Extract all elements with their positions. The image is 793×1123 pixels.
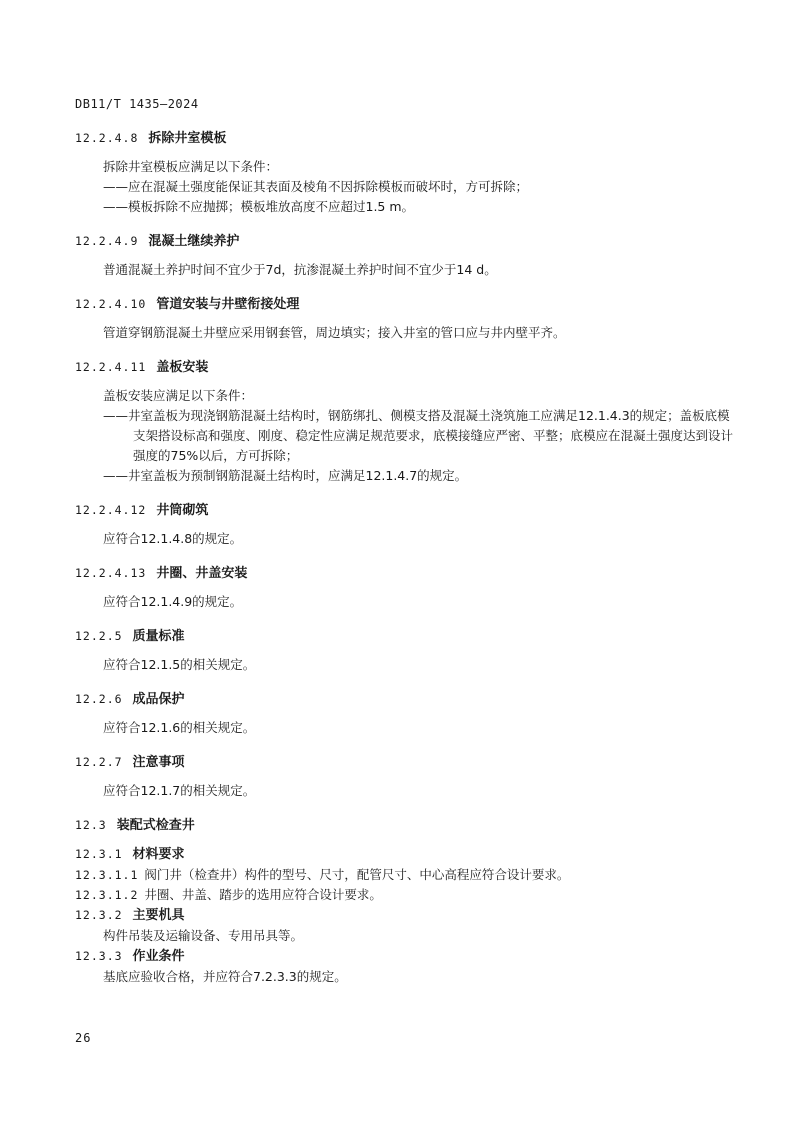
section-heading	[75, 815, 735, 836]
section-heading	[75, 231, 735, 252]
section-number: 12.2.4.10	[75, 297, 147, 311]
section-number: 12.2.4.9	[75, 234, 139, 248]
section-heading	[75, 689, 735, 710]
paragraph: 盖板安装应满足以下条件：	[103, 388, 254, 403]
section-number: 12.3.1.1	[75, 868, 139, 882]
paragraph: 应符合12.1.4.8的规定。	[103, 531, 243, 546]
section-heading	[75, 844, 735, 865]
section-number: 12.3.2	[75, 908, 123, 922]
section-title: 作业条件	[132, 949, 185, 964]
list-item	[75, 197, 735, 217]
section-heading	[75, 294, 735, 315]
clause-line	[75, 885, 735, 905]
section-number: 12.3	[75, 818, 107, 832]
list-item-text: ——应在混凝土强度能保证其表面及棱角不因拆除模板而破坏时，方可拆除；	[103, 179, 529, 194]
page-number: 26	[75, 1031, 92, 1045]
clause-text: 阀门井（检查井）构件的型号、尺寸，配管尺寸、中心高程应符合设计要求。	[144, 867, 570, 882]
section-number: 12.3.3	[75, 949, 123, 963]
section-title: 主要机具	[132, 908, 185, 923]
section-heading	[75, 357, 735, 378]
paragraph: 应符合12.1.6的相关规定。	[103, 720, 256, 735]
paragraph: 拆除井室模板应满足以下条件：	[103, 159, 279, 174]
section-title: 质量标准	[132, 629, 185, 644]
section-title: 装配式检查井	[116, 818, 195, 833]
list-item-text: ——井室盖板为预制钢筋混凝土结构时，应满足12.1.4.7的规定。	[103, 468, 468, 483]
list-item	[75, 406, 735, 466]
section-heading	[75, 905, 735, 926]
section-number: 12.2.7	[75, 755, 123, 769]
paragraph: 普通混凝土养护时间不宜少于7d，抗渗混凝土养护时间不宜少于14 d。	[103, 262, 497, 277]
section-title: 管道安装与井壁衔接处理	[156, 297, 300, 312]
section-title: 拆除井室模板	[148, 131, 227, 146]
list-item-text: ——井室盖板为现浇钢筋混凝土结构时，钢筋绑扎、侧模支搭及混凝土浇筑施工应满足12.1.4.3的规定；盖板底模支架搭设标高和强度、刚度、稳定性应满足规范要求，底模接缝应严密、平整；底模应在混凝土强度达到设计强度的75%以后，方可拆除；	[103, 408, 734, 463]
section-title: 井筒砌筑	[156, 503, 209, 518]
section-title: 材料要求	[132, 847, 185, 862]
section-title: 井圈、井盖安装	[156, 566, 248, 581]
paragraph: 构件吊装及运输设备、专用吊具等。	[103, 928, 304, 943]
document-body	[75, 128, 735, 987]
section-number: 12.2.4.11	[75, 360, 147, 374]
paragraph: 管道穿钢筋混凝土井壁应采用钢套管，周边填实；接入井室的管口应与井内壁平齐。	[103, 325, 566, 340]
section-heading	[75, 500, 735, 521]
list-item-text: ——模板拆除不应抛掷；模板堆放高度不应超过1.5 m。	[103, 199, 415, 214]
clause-text: 井圈、井盖、踏步的选用应符合设计要求。	[144, 887, 382, 902]
paragraph: 应符合12.1.7的相关规定。	[103, 783, 256, 798]
list-item	[75, 466, 735, 486]
section-title: 盖板安装	[156, 360, 209, 375]
list-item	[75, 177, 735, 197]
section-heading	[75, 752, 735, 773]
section-title: 混凝土继续养护	[148, 234, 240, 249]
standard-code: DB11/T 1435—2024	[75, 97, 199, 111]
section-number: 12.2.4.8	[75, 131, 139, 145]
section-number: 12.2.4.13	[75, 566, 147, 580]
section-title: 成品保护	[132, 692, 185, 707]
clause-line	[75, 865, 735, 885]
section-heading	[75, 626, 735, 647]
section-number: 12.2.4.12	[75, 503, 147, 517]
section-heading	[75, 563, 735, 584]
section-number: 12.2.6	[75, 692, 123, 706]
section-number: 12.2.5	[75, 629, 123, 643]
section-number: 12.3.1.2	[75, 888, 139, 902]
paragraph: 应符合12.1.5的相关规定。	[103, 657, 256, 672]
section-heading	[75, 128, 735, 149]
section-heading	[75, 946, 735, 967]
paragraph: 应符合12.1.4.9的规定。	[103, 594, 243, 609]
section-title: 注意事项	[132, 755, 185, 770]
paragraph: 基底应验收合格，并应符合7.2.3.3的规定。	[103, 969, 347, 984]
section-number: 12.3.1	[75, 847, 123, 861]
